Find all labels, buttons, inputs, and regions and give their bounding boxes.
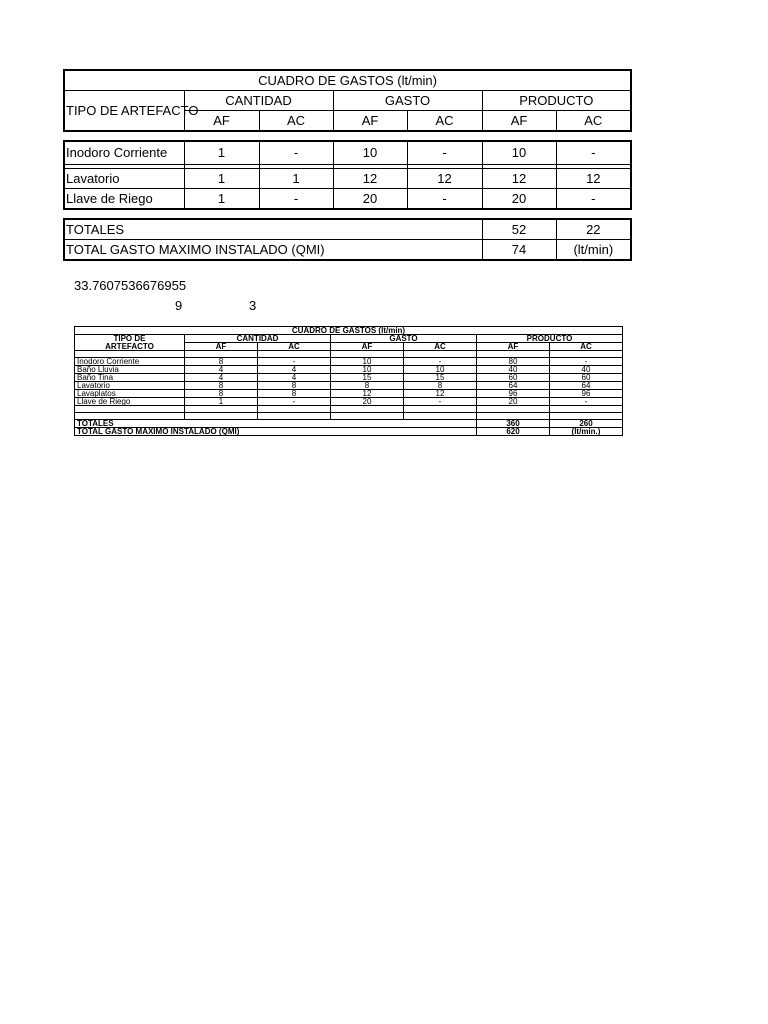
count-value: 3	[249, 298, 257, 313]
producto-header: PRODUCTO	[477, 335, 623, 343]
sub-header: AF	[185, 343, 258, 351]
totales-row: TOTALES 360 260	[75, 420, 623, 428]
table-row: Lavaplatos 8 8 12 12 96 96	[75, 390, 623, 398]
table-title: CUADRO DE GASTOS (lt/min)	[75, 327, 623, 335]
table-row: Inodoro Corriente 8 - 10 - 80 -	[75, 358, 623, 366]
sub-header: AC	[259, 111, 333, 132]
table-row: Inodoro Corriente 1 - 10 - 10 -	[64, 141, 631, 165]
tipo-header: ARTEFACTO	[75, 343, 185, 351]
cantidad-header: CANTIDAD	[185, 335, 331, 343]
gasto-header: GASTO	[331, 335, 477, 343]
cuadro-de-gastos-table	[63, 69, 632, 261]
qmi-row: TOTAL GASTO MAXIMO INSTALADO (QMI) 74 (lt/min)	[64, 240, 631, 261]
gasto-header: GASTO	[333, 91, 482, 111]
sub-header: AC	[404, 343, 477, 351]
table-title: CUADRO DE GASTOS (lt/min)	[64, 70, 631, 91]
sub-header: AC	[407, 111, 482, 132]
sub-header: AC	[556, 111, 631, 132]
sub-header: AF	[477, 343, 550, 351]
table-row: Lavatorio 1 1 12 12 12 12	[64, 169, 631, 189]
sub-header: AF	[331, 343, 404, 351]
tipo-header: TIPO DE ARTEFACTO	[64, 91, 184, 132]
table-row: Baño Lluvia 4 4 10 10 40 40	[75, 366, 623, 374]
totales-row: TOTALES 52 22	[64, 219, 631, 240]
count-value: 9	[175, 298, 183, 313]
cuadro-de-gastos-small-table	[74, 326, 623, 436]
qmi-row: TOTAL GASTO MAXIMO INSTALADO (QMI) 620 (lt/min.)	[75, 428, 623, 436]
tipo-header: TIPO DE	[75, 335, 185, 343]
sub-header: AF	[333, 111, 407, 132]
sub-header: AC	[550, 343, 623, 351]
producto-header: PRODUCTO	[482, 91, 631, 111]
table-row: Lavatorio 8 8 8 8 64 64	[75, 382, 623, 390]
sub-header: AF	[482, 111, 556, 132]
table-row: Llave de Riego 1 - 20 - 20 -	[64, 189, 631, 210]
sub-header: AF	[184, 111, 259, 132]
sub-header: AC	[258, 343, 331, 351]
table-row: Llave de Riego 1 - 20 - 20 -	[75, 398, 623, 406]
computed-value: 33.7607536676955	[74, 278, 187, 293]
cantidad-header: CANTIDAD	[184, 91, 333, 111]
table-row: Baño Tina 4 4 15 15 60 60	[75, 374, 623, 382]
